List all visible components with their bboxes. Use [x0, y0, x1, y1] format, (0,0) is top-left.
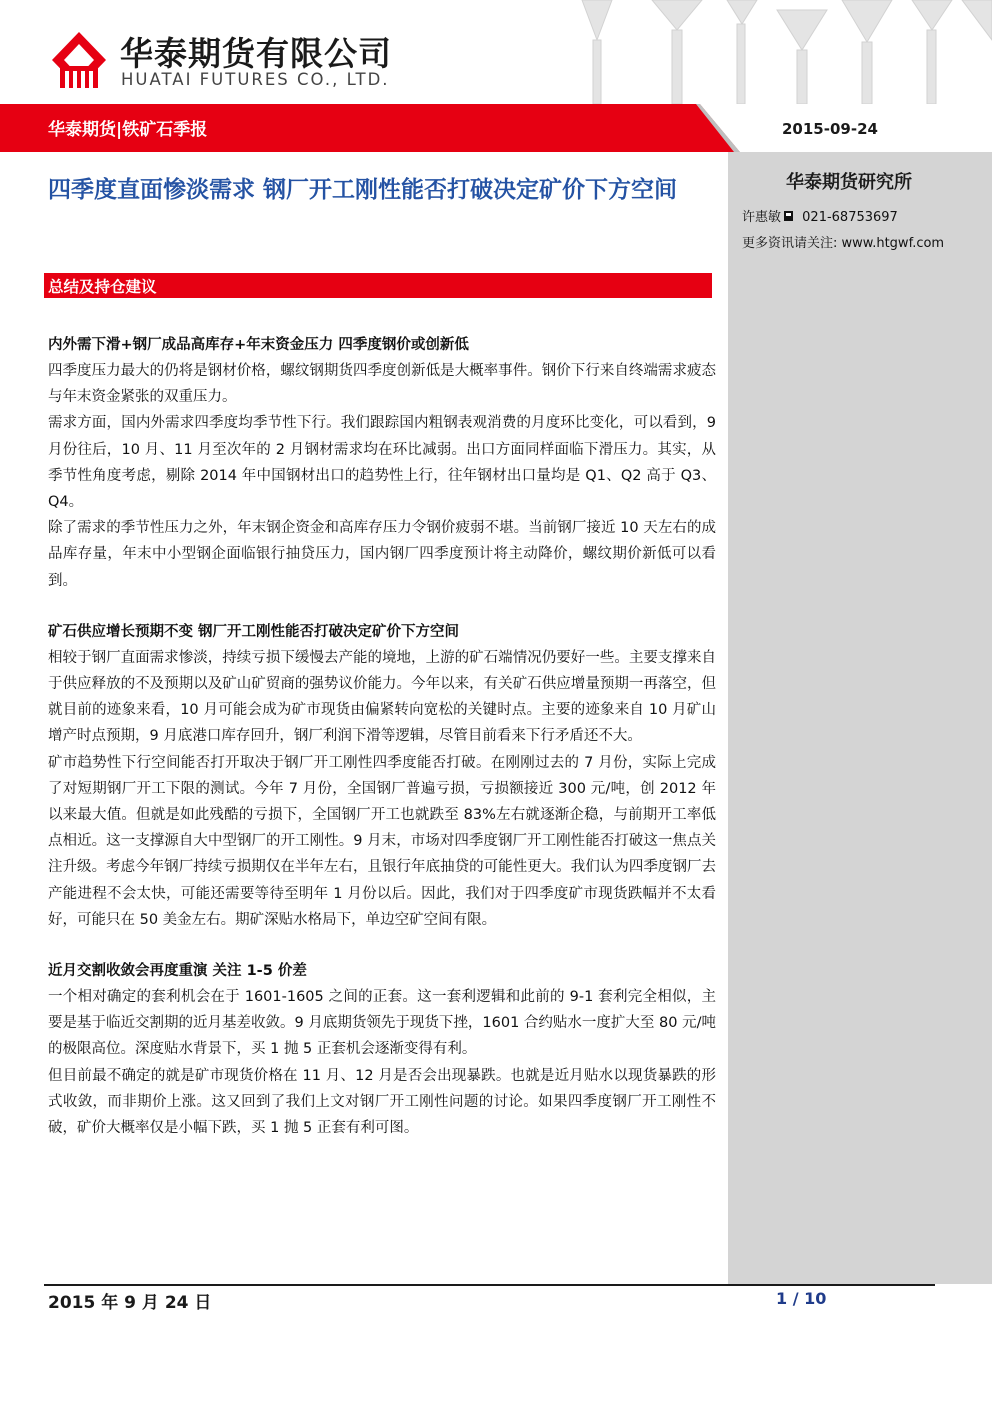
paragraph: 除了需求的季节性压力之外，年末钢企资金和高库存压力令钢价疲弱不堪。当前钢厂接近 10 天左右的成品库存量，年末中小型钢企面临银行抽贷压力，国内钢厂四季度预计将主动降价，螺纹期价新低可以看到。 — [48, 520, 716, 589]
section-heading: 内外需下滑+钢厂成品高库存+年末资金压力 四季度钢价或创新低 — [48, 337, 469, 353]
paragraph: 四季度压力最大的仍将是钢材价格，螺纹钢期货四季度创新低是大概率事件。钢价下行来自终端需求疲态与年末资金紧张的双重压力。 — [48, 363, 716, 406]
footer-date: 2015 年 9 月 24 日 — [48, 1293, 212, 1313]
paragraph: 矿市趋势性下行空间能否打开取决于钢厂开工刚性四季度能否打破。在刚刚过去的 7 月份，实际上完成了对短期钢厂开工下限的测试。今年 7 月份，全国钢厂普遍亏损，亏损额接近 300 元/吨，创 2012 年以来最大值。但就是如此残酷的亏损下，全国钢厂开工也就跌至 83%左右就逐渐企稳，与前期开工率低点相近。这一支撑源自大中型钢厂的开工刚性。9 月末，市场对四季度钢厂开工刚性能否打破这一焦点关注升级。考虑今年钢厂持续亏损期仅在半年左右，且银行年底抽贷的可能性更大。我们认为四季度钢厂去产能进程不会太快，可能还需要等待至明年 1 月份以后。因此，我们对于四季度矿市现货跌幅并不太看好，可能只在 50 美金左右。期矿深贴水格局下，单边空矿空间有限。 — [48, 754, 716, 928]
phone-icon — [783, 210, 794, 222]
huatai-logo — [50, 30, 108, 90]
section-2 — [48, 619, 716, 933]
sidebar — [728, 152, 992, 1284]
paragraph: 相较于钢厂直面需求惨淡，持续亏损下缓慢去产能的境地，上游的矿石端情况仍要好一些。主要支撑来自于供应释放的不及预期以及矿山矿贸商的强势议价能力。今年以来，有关矿石供应增量预期一再落空，但就目前的迹象来看，10 月可能会成为矿市现货由偏紧转向宽松的关键时点。主要的迹象来自 10 月矿山增产时点预期，9 月底港口库存回升，钢厂利润下滑等逻辑，尽管目前看来下行矛盾还不大。 — [48, 649, 716, 745]
analyst-contact — [742, 206, 898, 225]
company-name-en: HUATAI FUTURES CO., LTD. — [121, 70, 390, 89]
paragraph: 但目前最不确定的就是矿市现货价格在 11 月、12 月是否会出现暴跌。也就是近月贴水以现货暴跌的形式收敛，而非期价上涨。这又回到了我们上文对钢厂开工刚性问题的讨论。如果四季度钢厂开工刚性不破，矿价大概率仅是小幅下跌，买 1 抛 5 正套有利可图。 — [48, 1067, 716, 1137]
research-institute-title: 华泰期货研究所 — [786, 172, 912, 193]
section-header-text: 总结及持仓建议 — [48, 278, 157, 296]
report-type-label: 华泰期货|铁矿石季报 — [48, 120, 208, 140]
header-decoration — [552, 0, 992, 104]
company-name-cn: 华泰期货有限公司 — [120, 34, 392, 73]
report-body — [48, 332, 716, 1141]
report-date: 2015-09-24 — [782, 120, 878, 138]
analyst-name: 许惠敏 — [742, 210, 782, 225]
section-1 — [48, 332, 716, 594]
report-title: 四季度直面惨淡需求 钢厂开工刚性能否打破决定矿价下方空间 — [48, 177, 678, 203]
page-number: 1 / 10 — [776, 1289, 827, 1308]
section-heading: 近月交割收敛会再度重演 关注 1-5 价差 — [48, 963, 307, 980]
analyst-phone: 021-68753697 — [802, 210, 898, 225]
section-header-bar — [44, 273, 712, 298]
section-3 — [48, 958, 716, 1141]
page-header — [0, 0, 992, 104]
website-info: 更多资讯请关注: www.htgwf.com — [742, 236, 945, 251]
section-heading: 矿石供应增长预期不变 钢厂开工刚性能否打破决定矿价下方空间 — [48, 623, 460, 640]
paragraph: 需求方面，国内外需求四季度均季节性下行。我们跟踪国内粗钢表观消费的月度环比变化，可以看到，9 月份往后，10 月、11 月至次年的 2 月钢材需求均在环比减弱。出口方面同样面临下滑压力。其实，从季节性角度考虑，剔除 2014 年中国钢材出口的趋势性上行，往年钢材出口量均是 Q1、Q2 高于 Q3、Q4。 — [48, 415, 716, 511]
footer-divider — [44, 1284, 935, 1286]
paragraph: 一个相对确定的套利机会在于 1601-1605 之间的正套。这一套利逻辑和此前的 9-1 套利完全相似，主要是基于临近交割期的近月基差收敛。9 月底期货领先于现货下挫，1601 合约贴水一度扩大至 80 元/吨的极限高位。深度贴水背景下，买 1 抛 5 正套机会逐渐变得有利。 — [48, 989, 716, 1058]
